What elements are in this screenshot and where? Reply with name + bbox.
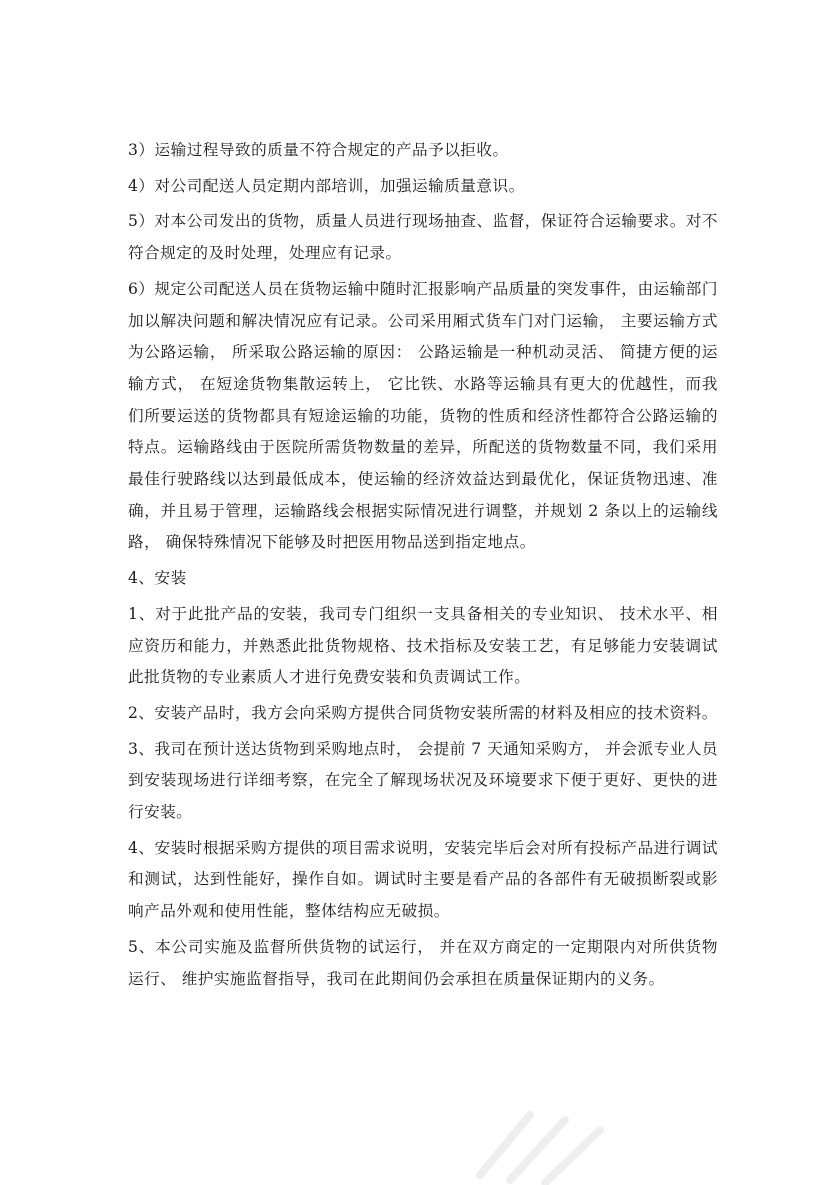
paragraph-installation-item-5: 5、本公司实施及监督所供货物的试运行， 并在双方商定的一定期限内对所供货物运行、 维护实施监督指导，我司在此期间仍会承担在质量保证期内的义务。 bbox=[128, 937, 718, 988]
paragraph-transport-item-3: 3）运输过程导致的质量不符合规定的产品予以拒收。 bbox=[128, 141, 509, 159]
watermark-stamp bbox=[470, 1095, 610, 1185]
document-body bbox=[128, 135, 718, 999]
paragraph-transport-item-6: 6）规定公司配送人员在货物运输中随时汇报影响产品质量的突发事件，由运输部门加以解决问题和解决情况应有记录。公司采用厢式货车门对门运输， 主要运输方式为公路运输， 所采取公路运输的原因： 公路运输是一种机动灵活、 简捷方便的运输方式， 在短途货物集散运转上， 它比铁、水路等运输具有更大的优越性，而我们所要运送的货物都具有短途运输的功能，货物的性质和经济性都符合公路运输的特点。运输路线由于医院所需货物数量的差异，所配送的货物数量不同，我们采用最佳行驶路线以达到最低成本，使运输的经济效益达到最优化，保证货物迅速、准确，并且易于管理，运输路线会根据实际情况进行调整，并规划 2 条以上的运输线路， 确保特殊情况下能够及时把医用物品送到指定地点。 bbox=[128, 279, 718, 552]
paragraph-installation-item-2: 2、安装产品时，我方会向采购方提供合同货物安装所需的材料及相应的技术资料。 bbox=[128, 703, 718, 722]
paragraph-installation-item-3: 3、我司在预计送达货物到采购地点时， 会提前 7 天通知采购方， 并会派专业人员到安装现场进行详细考察，在完全了解现场状况及环境要求下便于更好、更快的进行安装。 bbox=[128, 739, 718, 822]
paragraph-transport-item-4: 4）对公司配送人员定期内部培训，加强运输质量意识。 bbox=[128, 176, 525, 195]
paragraph-installation-item-1: 1、对于此批产品的安装，我司专门组织一支具备相关的专业知识、 技术水平、相应资历和能力，并熟悉此批货物规格、技术指标及安装工艺，有足够能力安装调试此批货物的专业素质人才进行免费安装和负责调试工作。 bbox=[128, 604, 718, 687]
paragraph-transport-item-5: 5）对本公司发出的货物，质量人员进行现场抽查、监督，保证符合运输要求。对不符合规定的及时处理，处理应有记录。 bbox=[128, 212, 718, 263]
paragraph-installation-item-4: 4、安装时根据采购方提供的项目需求说明，安装完毕后会对所有投标产品进行调试和测试，达到性能好，操作自如。调试时主要是看产品的各部件有无破损断裂或影响产品外观和使用性能，整体结构应无破损。 bbox=[128, 838, 718, 921]
section-heading-installation: 4、安装 bbox=[128, 569, 187, 588]
